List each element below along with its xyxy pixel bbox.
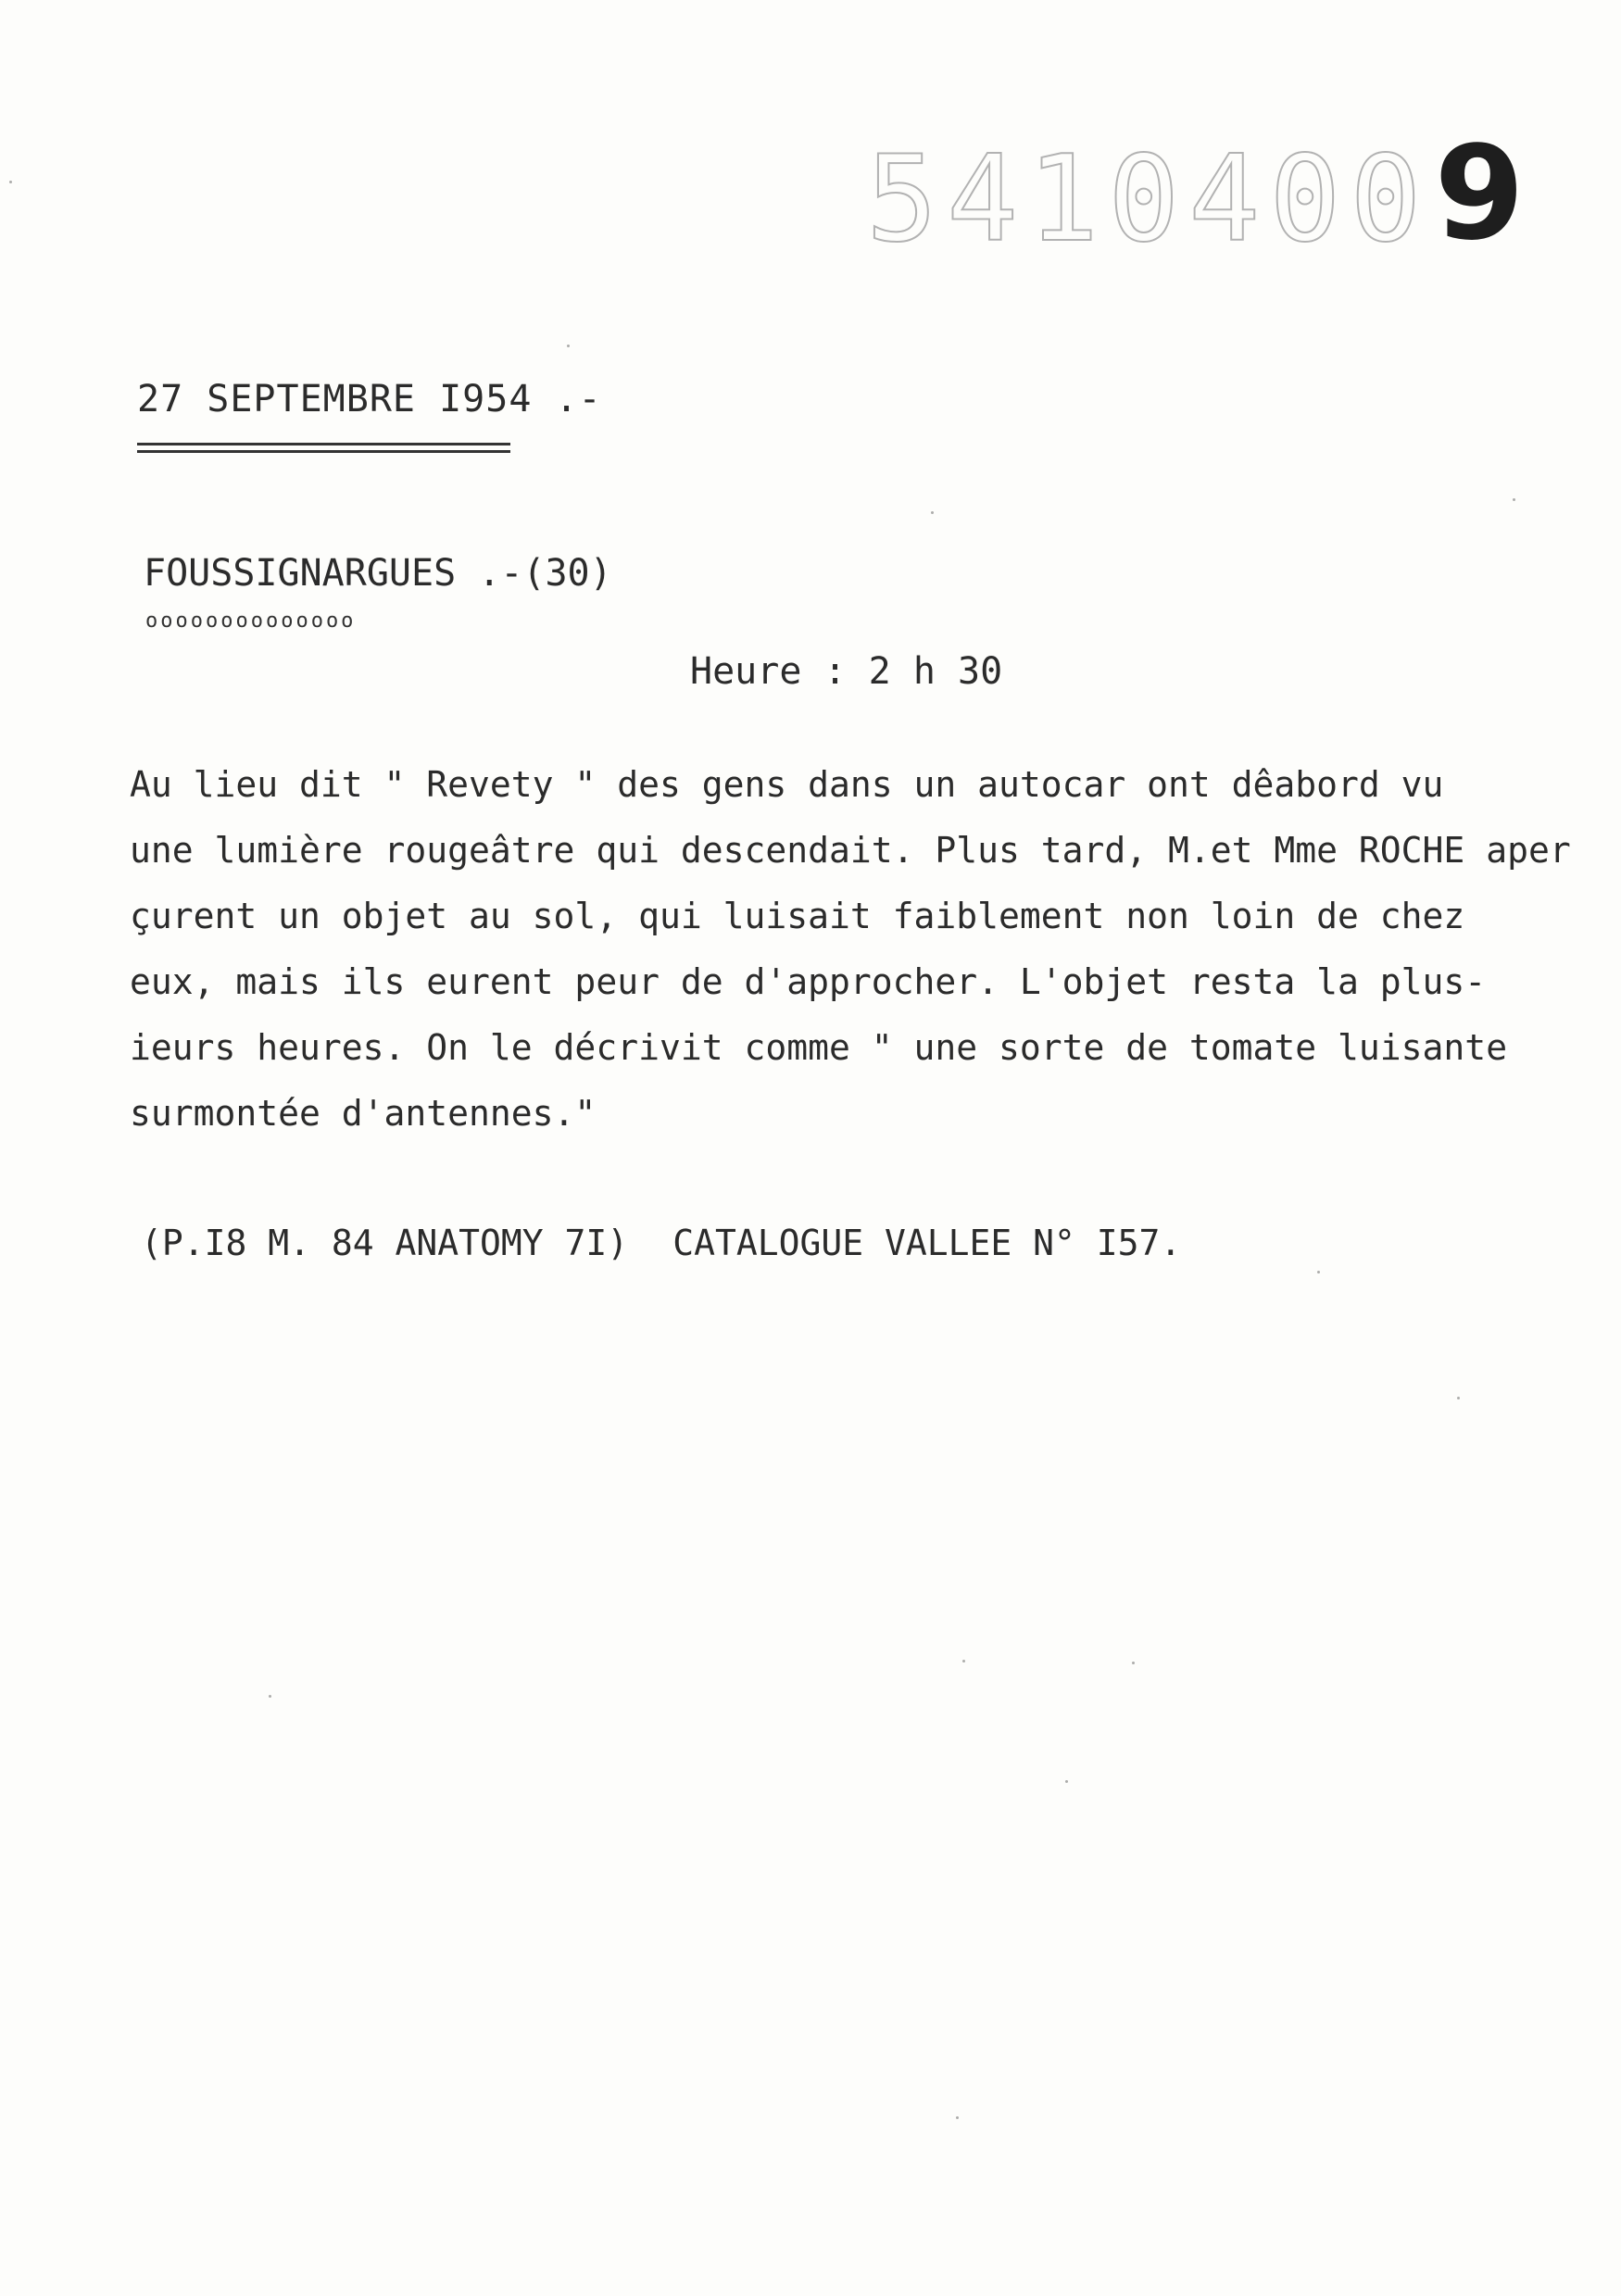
- body-line: çurent un objet au sol, qui luisait faiblement non loin de chez: [130, 896, 1465, 936]
- scan-speck: [931, 511, 934, 514]
- stamp-number-bold: 9: [1434, 119, 1525, 270]
- stamp-number-faint: 5410400: [866, 131, 1431, 269]
- scan-speck: [956, 2116, 959, 2119]
- body-line: une lumière rougeâtre qui descendait. Plus tard, M.et Mme ROCHE aper: [130, 830, 1571, 871]
- body-line: ieurs heures. On le décrivit comme " une sorte de tomate luisante: [130, 1027, 1508, 1068]
- report-date: 27 SEPTEMBRE I954 .-: [137, 378, 602, 420]
- source-reference: (P.I8 M. 84 ANATOMY 7I): [141, 1223, 629, 1263]
- scan-speck: [9, 181, 12, 183]
- archive-stamp: [866, 119, 1525, 270]
- date-double-underline: [137, 443, 510, 453]
- report-body: [130, 752, 1575, 1147]
- body-line: surmontée d'antennes.": [130, 1093, 597, 1134]
- scan-speck: [962, 1660, 965, 1662]
- scan-speck: [1457, 1397, 1460, 1399]
- catalogue-reference: CATALOGUE VALLEE N° I57.: [672, 1223, 1182, 1263]
- scan-speck: [1132, 1662, 1135, 1664]
- body-line: eux, mais ils eurent peur de d'approcher. L'objet resta la plus-: [130, 961, 1487, 1002]
- body-line: Au lieu dit " Revety " des gens dans un autocar ont dêabord vu: [130, 764, 1444, 805]
- report-time: Heure : 2 h 30: [690, 650, 1003, 693]
- scan-speck: [567, 345, 570, 347]
- reference-line: [141, 1223, 1181, 1263]
- location-underline: oooooooooooooo: [145, 609, 357, 633]
- scan-speck: [1065, 1780, 1068, 1783]
- report-location: FOUSSIGNARGUES .-(30): [144, 552, 612, 595]
- scan-speck: [1317, 1271, 1320, 1273]
- scan-speck: [1513, 498, 1515, 501]
- scan-speck: [269, 1695, 271, 1698]
